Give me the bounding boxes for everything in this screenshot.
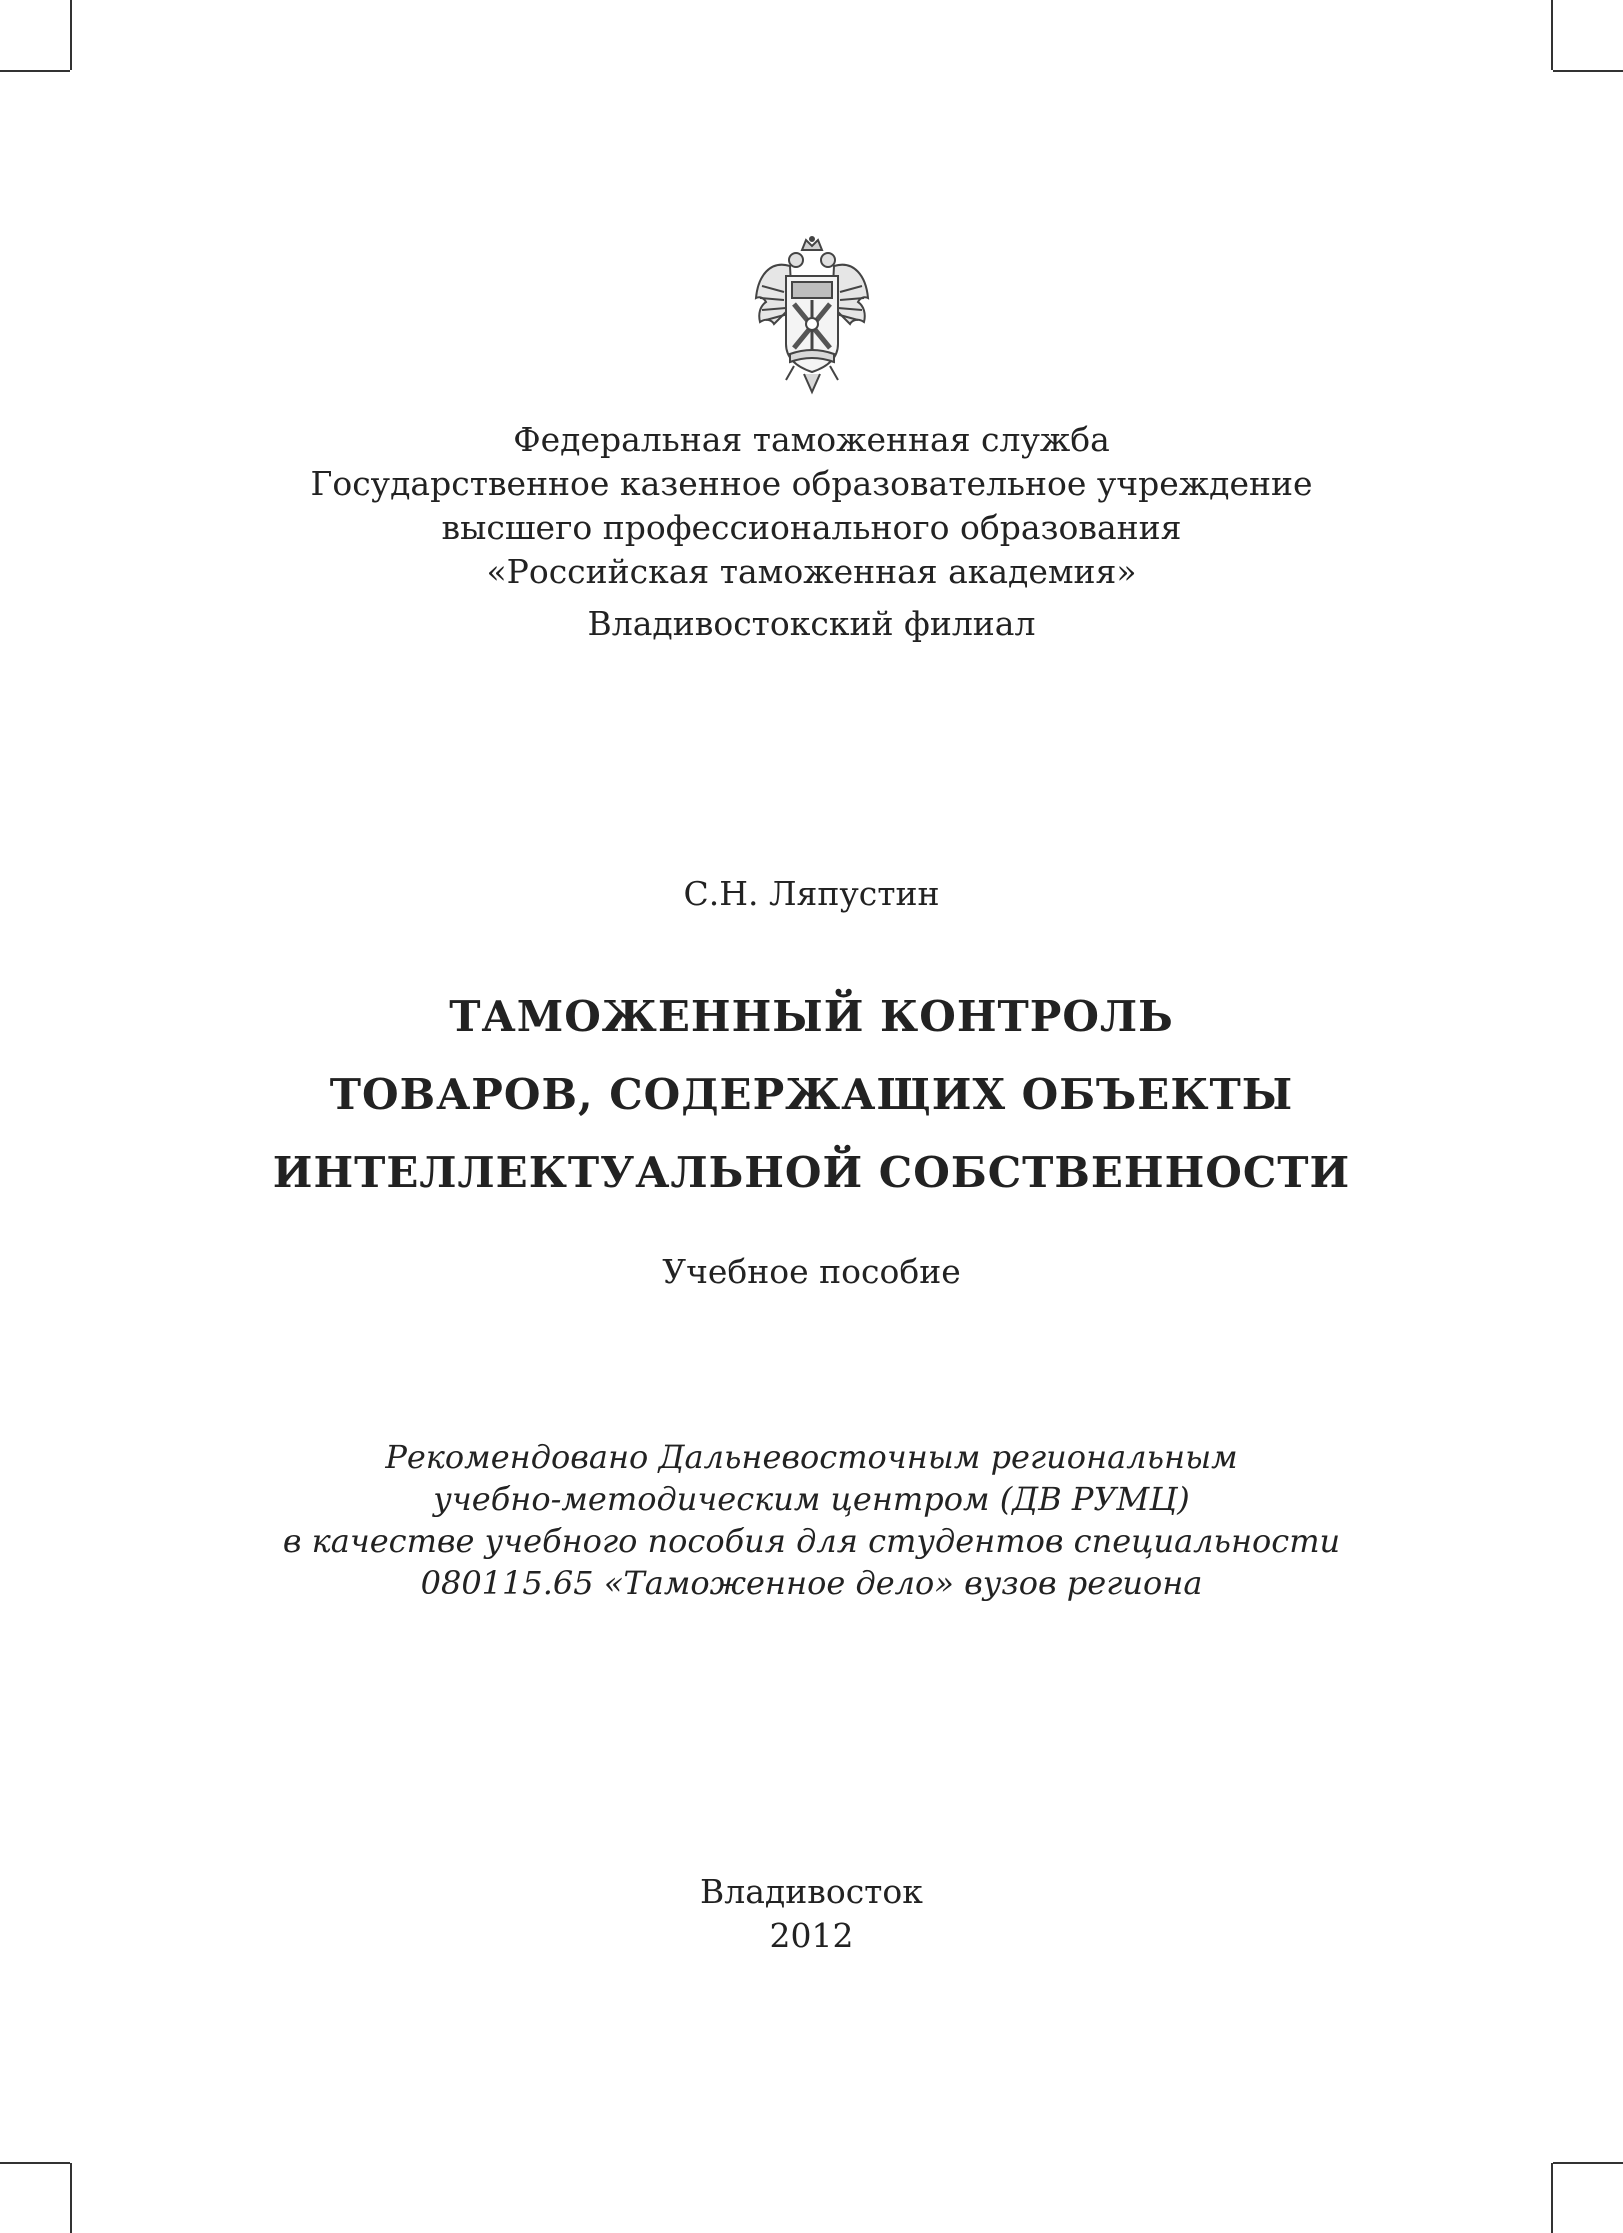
institution-line: Федеральная таможенная служба — [513, 420, 1110, 459]
book-title-line: ИНТЕЛЛЕКТУАЛЬНОЙ СОБСТВЕННОСТИ — [272, 1148, 1351, 1197]
academy-emblem-icon — [750, 236, 874, 396]
recommendation-line: учебно-методическим центром (ДВ РУМЦ) — [433, 1480, 1190, 1518]
institution-line: высшего профессионального образования — [441, 508, 1182, 547]
crop-mark-bottom-left-vertical — [70, 2163, 72, 2233]
institution-branch: Владивостокский филиал — [587, 604, 1036, 643]
crop-mark-bottom-right-vertical — [1551, 2163, 1553, 2233]
crop-mark-top-right-horizontal — [1553, 70, 1623, 72]
book-subtitle: Учебное пособие — [662, 1252, 961, 1291]
crop-mark-top-left-vertical — [70, 0, 72, 70]
book-title — [0, 978, 1623, 1212]
institution-line: «Российская таможенная академия» — [486, 552, 1137, 591]
recommendation-line: в качестве учебного пособия для студентов специальности — [282, 1522, 1341, 1560]
recommendation-block — [0, 1436, 1623, 1604]
book-title-line: ТАМОЖЕННЫЙ КОНТРОЛЬ — [449, 992, 1174, 1041]
recommendation-line: Рекомендовано Дальневосточным региональным — [385, 1438, 1238, 1476]
crop-mark-top-right-vertical — [1551, 0, 1553, 70]
imprint-year: 2012 — [769, 1916, 854, 1955]
recommendation-line: 080115.65 «Таможенное дело» вузов региона — [420, 1564, 1203, 1602]
author-name: С.Н. Ляпустин — [683, 874, 940, 913]
crop-mark-top-left-horizontal — [0, 70, 70, 72]
crop-mark-bottom-right-horizontal — [1553, 2162, 1623, 2164]
imprint-block — [0, 1870, 1623, 1958]
institution-block — [0, 418, 1623, 646]
crop-mark-bottom-left-horizontal — [0, 2162, 70, 2164]
institution-line: Государственное казенное образовательное учреждение — [310, 464, 1313, 503]
book-title-line: ТОВАРОВ, СОДЕРЖАЩИХ ОБЪЕКТЫ — [329, 1070, 1294, 1119]
imprint-city: Владивосток — [700, 1872, 923, 1911]
